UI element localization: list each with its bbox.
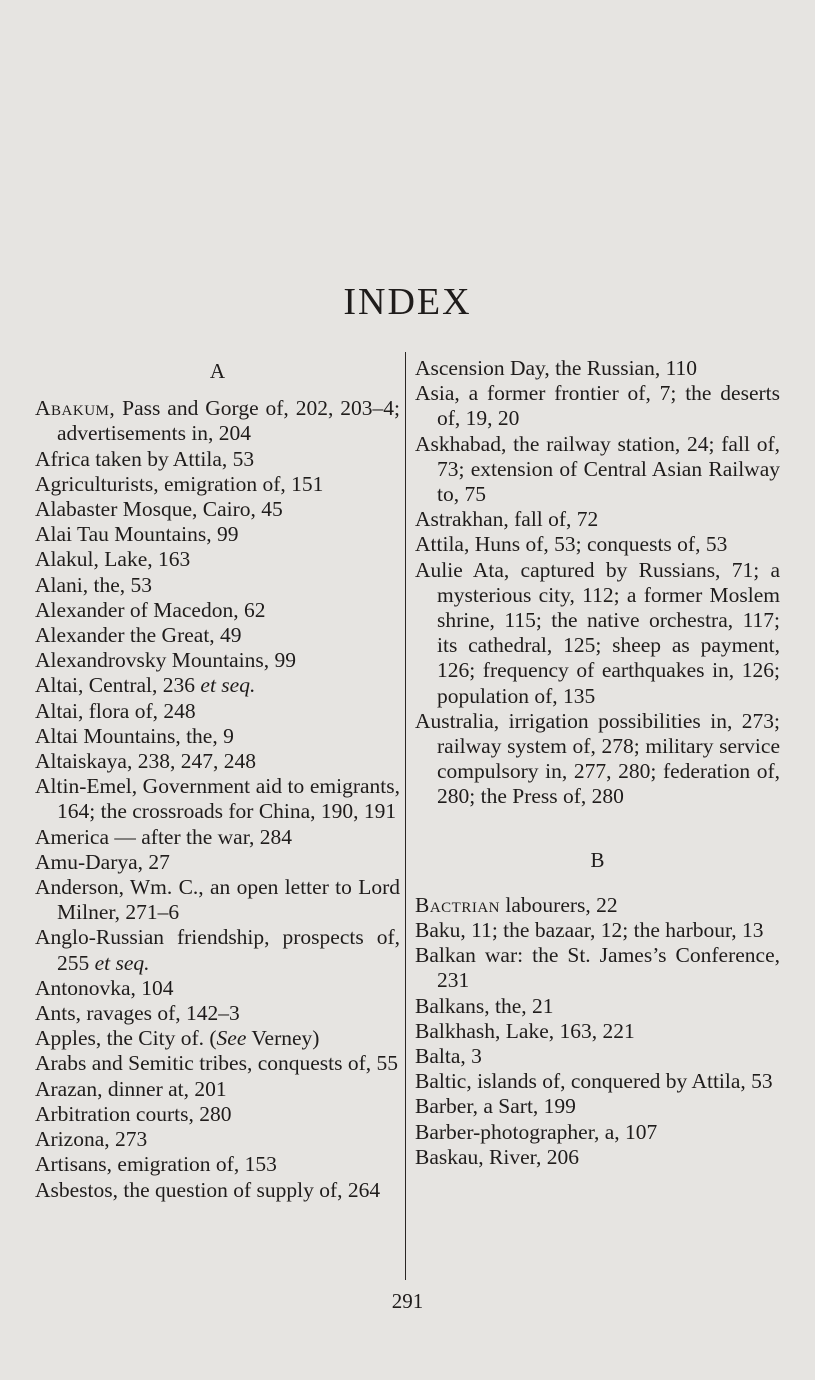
index-entry: Arazan, dinner at, 201: [35, 1076, 227, 1101]
index-entry: Arabs and Semitic tribes, conquests of, 55: [35, 1051, 399, 1076]
index-entry: Baku, 11; the bazaar, 12; the harbour, 13: [415, 918, 764, 943]
index-entry: Alani, the, 53: [35, 572, 153, 597]
column-divider: [405, 352, 406, 1280]
index-entry-abakum: [35, 396, 400, 446]
index-entry: Balkans, the, 21: [415, 993, 554, 1018]
index-column-right: [415, 356, 780, 1170]
section-letter-b: B: [590, 847, 605, 872]
entry-text: Apples, the City of. (: [35, 1026, 217, 1051]
index-entry: Aulie Ata, captured by Russians, 71; a mysterious city, 112; a former Moslem shrine, 115; the native orchestra, 117; its cathedral, 125; sheep as payment, 126; frequency of earthquakes in, 126; population of, 135: [415, 557, 780, 708]
index-entry: Alabaster Mosque, Cairo, 45: [35, 497, 283, 522]
index-entry: Asia, a former frontier of, 7; the deserts of, 19, 20: [415, 381, 780, 431]
index-entry: Artisans, emigration of, 153: [35, 1152, 277, 1177]
index-entry: Ants, ravages of, 142–3: [35, 1001, 240, 1026]
entry-lead: Bactrian: [415, 892, 501, 917]
index-entry: Altai, flora of, 248: [35, 698, 196, 723]
entry-italic: et seq.: [200, 673, 256, 698]
index-entry: Altai Mountains, the, 9: [35, 723, 234, 748]
entry-text: Verney): [246, 1026, 320, 1051]
page-number: 291: [391, 1289, 424, 1313]
index-entry: Amu-Darya, 27: [35, 849, 170, 874]
index-entry: America — after the war, 284: [35, 824, 293, 849]
index-entry: [35, 1026, 400, 1051]
index-entry: Africa taken by Attila, 53: [35, 446, 255, 471]
entry-italic: et seq.: [94, 950, 150, 975]
index-entry: Baltic, islands of, conquered by Attila, 53: [415, 1069, 773, 1094]
index-entry: Ascension Day, the Russian, 110: [415, 356, 698, 380]
index-entry: Alakul, Lake, 163: [35, 547, 191, 572]
index-entry: Astrakhan, fall of, 72: [415, 507, 599, 532]
entry-italic: See: [216, 1026, 247, 1051]
index-entry: [35, 925, 400, 975]
index-entry: Arbitration courts, 280: [35, 1101, 232, 1126]
index-entry: Altaiskaya, 238, 247, 248: [35, 749, 256, 774]
index-entry: Alexander of Macedon, 62: [35, 597, 266, 622]
entry-text: Pass and Gorge of, 202, 203–4; advertisements in, 204: [57, 396, 400, 446]
entry-text: Altai, Central, 236: [35, 673, 201, 698]
entry-text: Anglo-Russian friendship, prospects of, 255: [35, 925, 400, 975]
page-title: INDEX: [343, 281, 472, 323]
index-entry: Australia, irrigation possibilities in, 273; railway system of, 278; military service compulsory in, 277, 280; federation of, 280; the Press of, 280: [415, 708, 780, 809]
index-entry: Baskau, River, 206: [415, 1144, 579, 1169]
index-entry: Barber-photographer, a, 107: [415, 1119, 658, 1144]
index-entry: Alexandrovsky Mountains, 99: [35, 648, 296, 673]
index-entry: Balta, 3: [415, 1044, 482, 1069]
index-entry: [35, 673, 400, 698]
index-entry: Antonovka, 104: [35, 975, 174, 1000]
entry-lead: Abakum,: [35, 396, 116, 421]
index-entry: Altin-Emel, Government aid to emigrants, 164; the crossroads for China, 190, 191: [35, 774, 400, 824]
index-entry: Anderson, Wm. C., an open letter to Lord Milner, 271–6: [35, 875, 400, 925]
index-column-left: [35, 356, 400, 1203]
index-entry: Arizona, 273: [35, 1127, 148, 1152]
entry-text: labourers, 22: [500, 892, 618, 917]
index-entry: Asbestos, the question of supply of, 264: [35, 1177, 381, 1202]
index-entry: Askhabad, the railway station, 24; fall of, 73; extension of Central Asian Railway to, 75: [415, 431, 780, 507]
index-entry: Balkhash, Lake, 163, 221: [415, 1018, 635, 1043]
index-entry: Balkan war: the St. James’s Conference, 231: [415, 943, 780, 993]
section-letter-a: A: [209, 359, 226, 383]
index-entry: Agriculturists, emigration of, 151: [35, 471, 324, 496]
index-entry: Attila, Huns of, 53; conquests of, 53: [415, 532, 728, 557]
index-entry: Alai Tau Mountains, 99: [35, 522, 239, 547]
index-entry-bactrian: [415, 893, 780, 918]
index-entry: Barber, a Sart, 199: [415, 1094, 576, 1119]
index-entry: Alexander the Great, 49: [35, 623, 242, 648]
